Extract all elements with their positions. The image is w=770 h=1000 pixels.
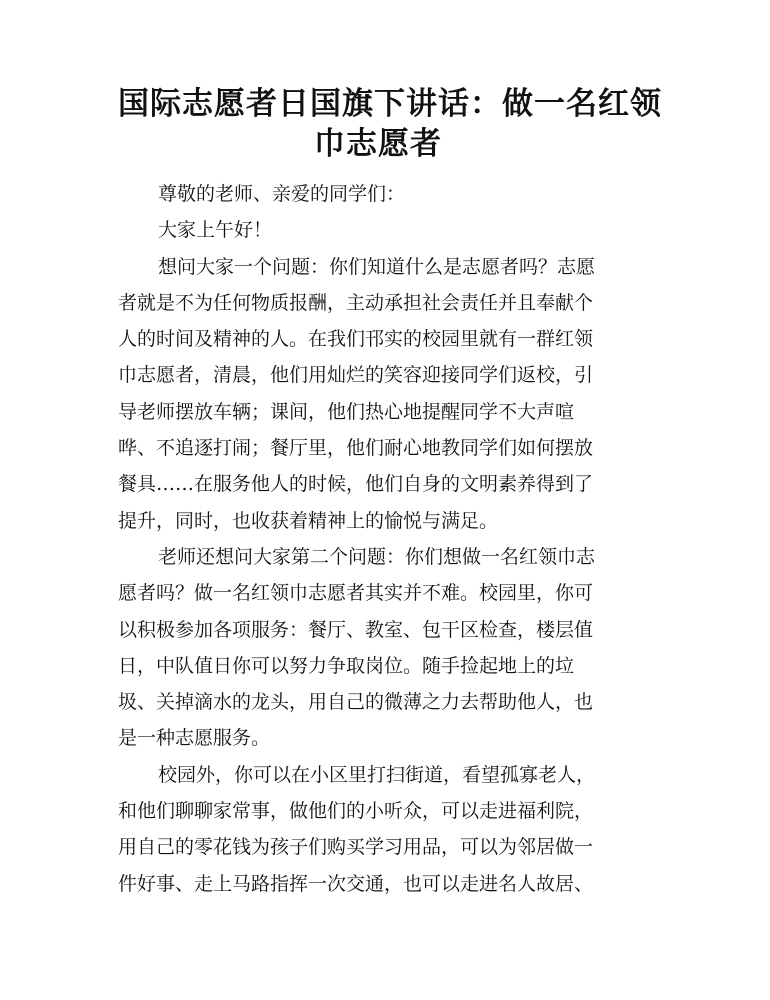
- salutation-paragraph: [118, 176, 638, 212]
- text-line: 哗、不追逐打闹；餐厅里，他们耐心地教同学们如何摆放: [118, 437, 594, 460]
- document-title: [118, 84, 662, 164]
- text-line: 餐具……在服务他人的时候，他们自身的文明素养得到了: [118, 473, 594, 496]
- text-line: 愿者吗？做一名红领巾志愿者其实并不难。校园里，你可: [118, 582, 594, 605]
- text-line: 巾志愿者，清晨，他们用灿烂的笑容迎接同学们返校，引: [118, 364, 594, 387]
- text-line: 提升，同时，也收获着精神上的愉悦与满足。: [118, 509, 499, 532]
- title-line-1: 国际志愿者日国旗下讲话：做一名红领: [118, 86, 662, 122]
- text-line: 想问大家一个问题：你们知道什么是志愿者吗？志愿: [158, 255, 596, 278]
- text-line: 导老师摆放车辆；课间，他们热心地提醒同学不大声喧: [118, 400, 575, 423]
- text-line: 用自己的零花钱为孩子们购买学习用品，可以为邻居做一: [118, 836, 594, 859]
- text-line: 是一种志愿服务。: [118, 727, 271, 750]
- text-line: 圾、关掉滴水的龙头，用自己的微薄之力去帮助他人，也: [118, 691, 594, 714]
- text-line: 件好事、走上马路指挥一次交通，也可以走进名人故居、: [118, 872, 594, 895]
- text-line: 校园外，你可以在小区里打扫街道，看望孤寡老人，: [158, 763, 596, 786]
- question-one-paragraph: [118, 249, 638, 539]
- outside-school-paragraph: [118, 757, 638, 902]
- text-line: 人的时间及精神的人。在我们邗实的校园里就有一群红领: [118, 328, 594, 351]
- text-line: 和他们聊聊家常事，做他们的小听众，可以走进福利院，: [118, 800, 594, 823]
- question-two-paragraph: [118, 539, 638, 757]
- text-line: 老师还想问大家第二个问题：你们想做一名红领巾志: [158, 545, 596, 568]
- document-body: [118, 176, 638, 902]
- text-line: 尊敬的老师、亲爱的同学们：: [158, 183, 406, 205]
- text-line: 以积极参加各项服务：餐厅、教室、包干区检查，楼层值: [118, 618, 594, 641]
- title-line-2: 巾志愿者: [314, 126, 442, 162]
- document-page: [118, 84, 662, 902]
- text-line: 大家上午好！: [158, 219, 273, 242]
- text-line: 者就是不为任何物质报酬，主动承担社会责任并且奉献个: [118, 291, 594, 314]
- text-line: 日，中队值日你可以努力争取岗位。随手捡起地上的垃: [118, 654, 575, 677]
- greeting-paragraph: [118, 212, 638, 248]
